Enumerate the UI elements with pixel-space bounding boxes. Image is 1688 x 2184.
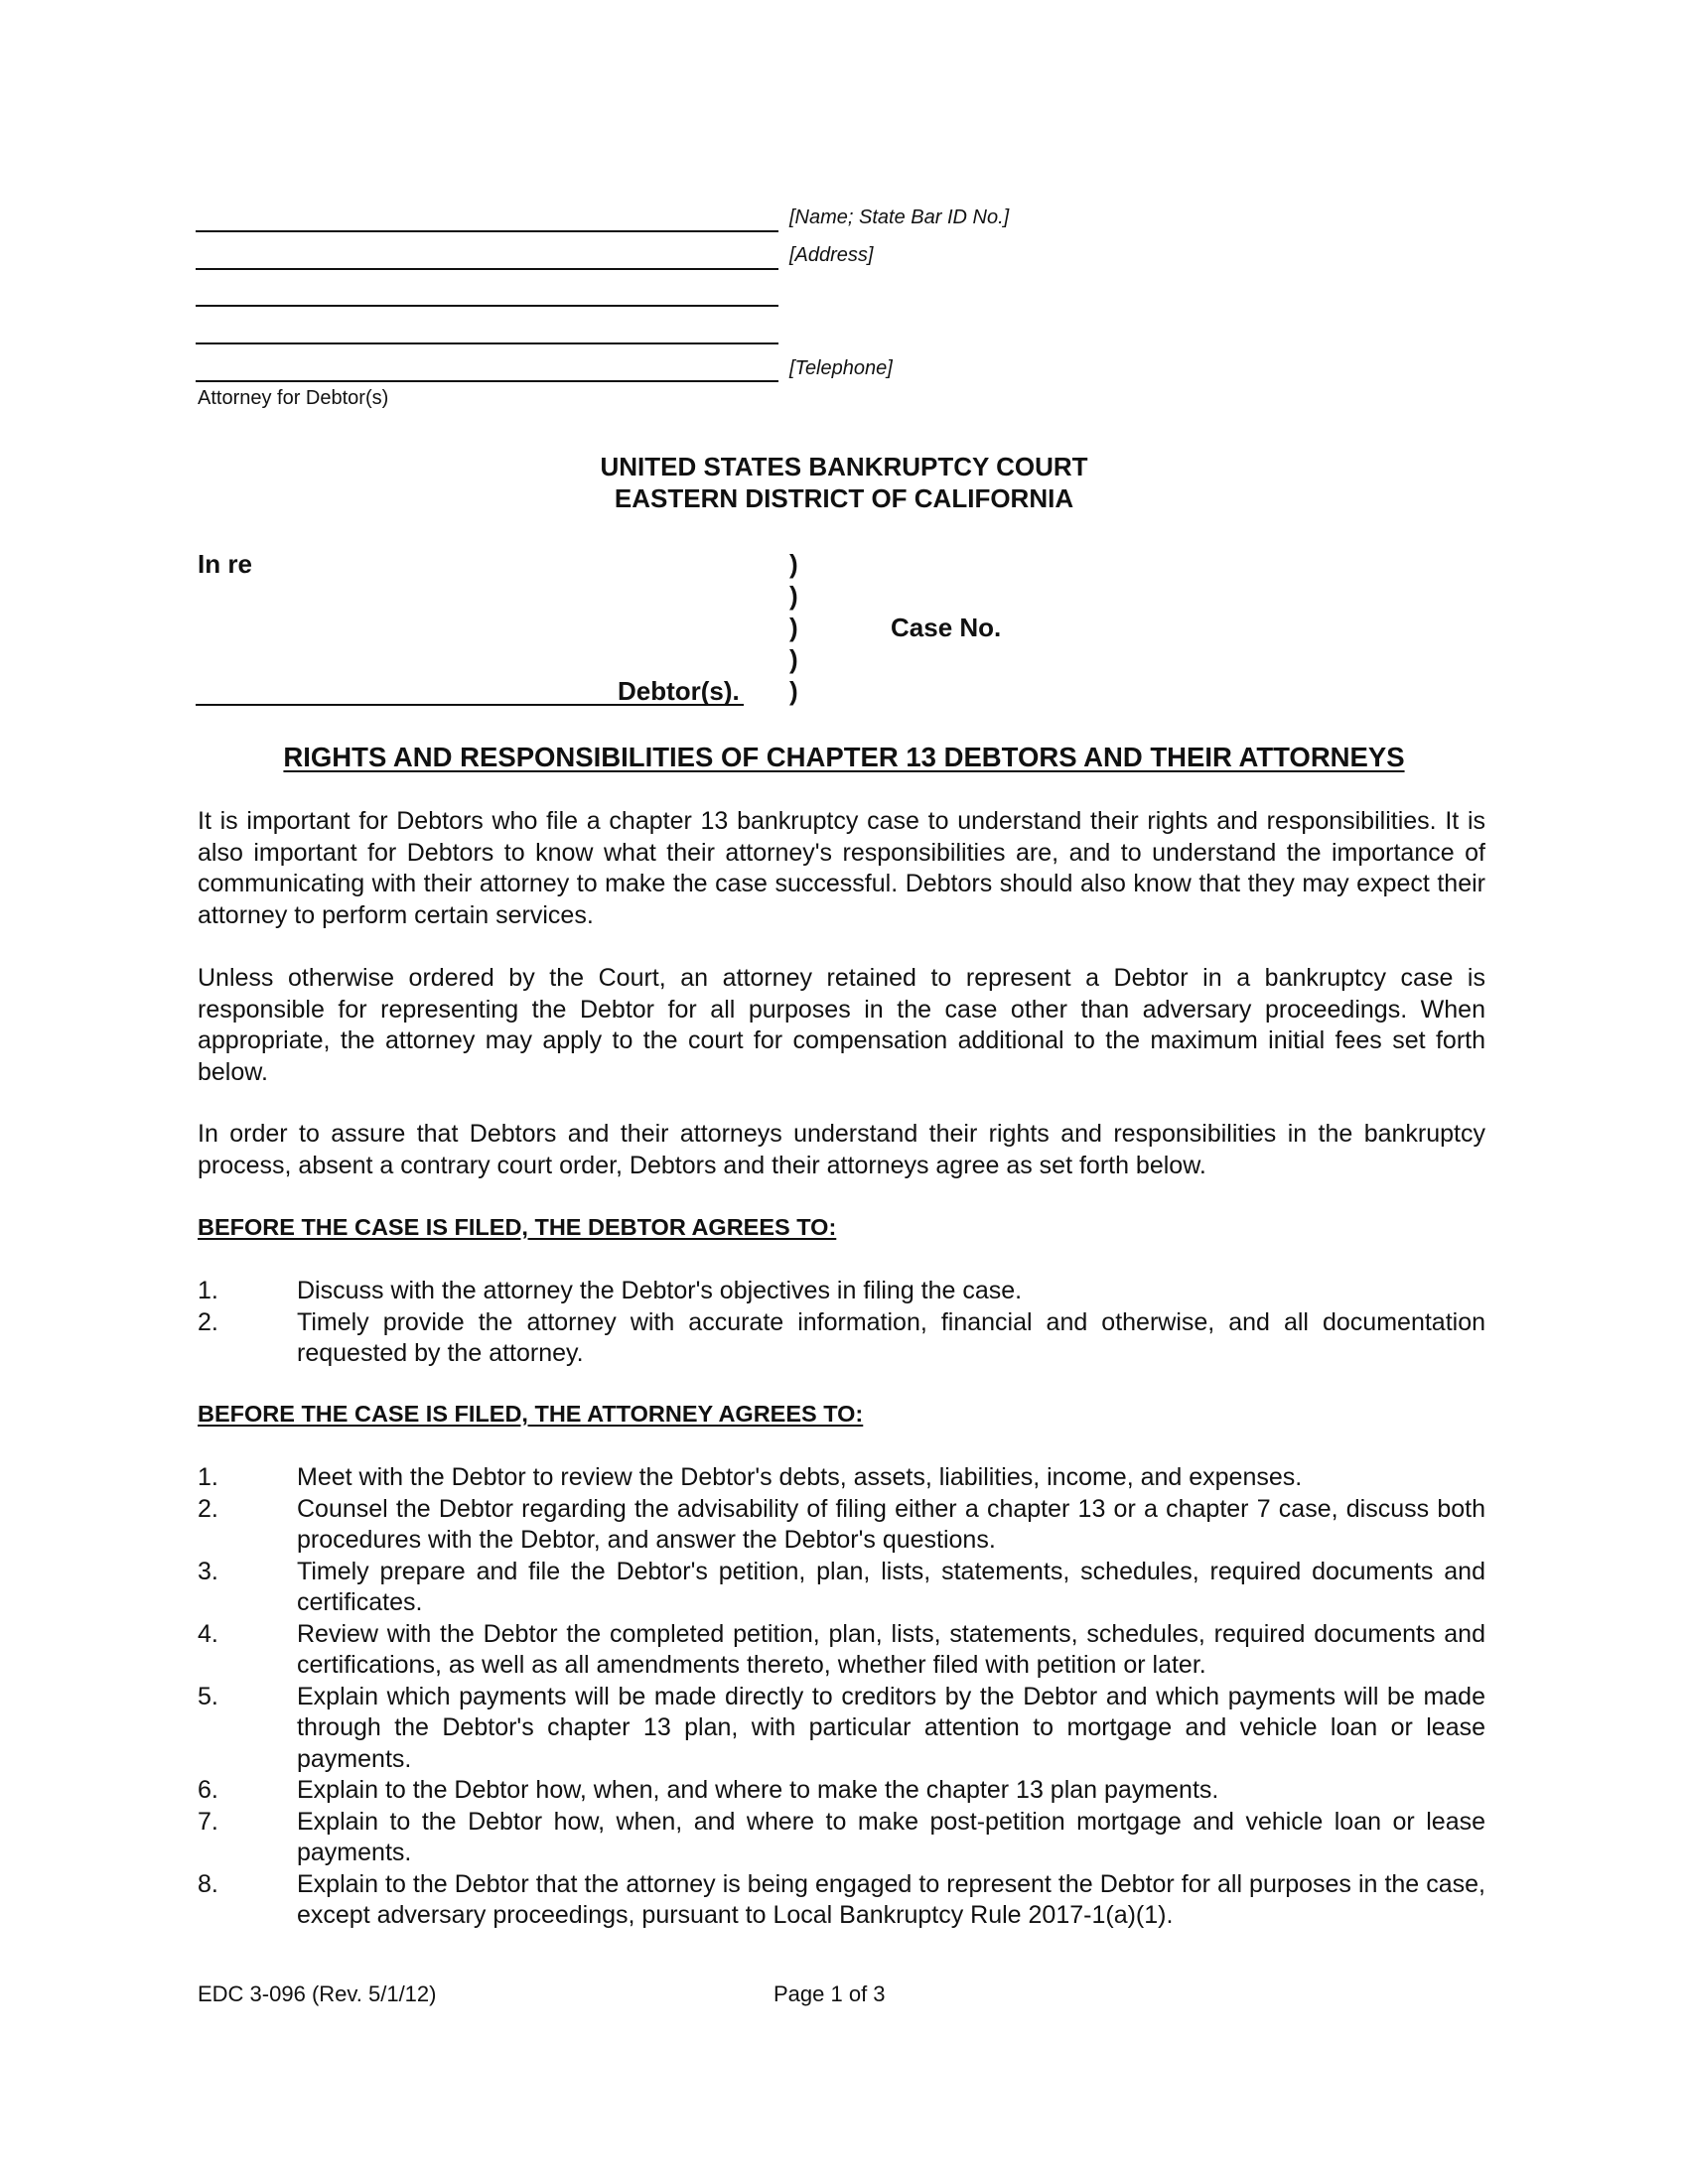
list-item [198, 1307, 1485, 1370]
case-number-label: Case No. [891, 613, 1002, 642]
list-item-number: 7. [198, 1807, 218, 1836]
list-item [198, 1807, 1485, 1869]
caption-paren: ) [789, 644, 798, 674]
list-item-text: Meet with the Debtor to review the Debtor's debts, assets, liabilities, income, and expenses. [297, 1463, 1303, 1491]
document-title: RIGHTS AND RESPONSIBILITIES OF CHAPTER 13 DEBTORS AND THEIR ATTORNEYS [283, 742, 1405, 772]
attorney-for-label: Attorney for Debtor(s) [198, 387, 389, 409]
list-item [198, 1557, 1485, 1619]
list-item [198, 1462, 1485, 1494]
list-item-number: 3. [198, 1557, 218, 1585]
list-item-number: 4. [198, 1619, 218, 1648]
list-item [198, 1494, 1485, 1557]
caption-paren: ) [789, 549, 798, 579]
address-line-3[interactable] [196, 342, 778, 344]
telephone-label: [Telephone] [789, 357, 893, 379]
list-item-text: Explain to the Debtor how, when, and where to make the chapter 13 plan payments. [297, 1776, 1219, 1804]
debtor-section-heading: BEFORE THE CASE IS FILED, THE DEBTOR AGREES TO: [198, 1214, 837, 1240]
debtor-agreement-list [198, 1276, 1485, 1370]
list-item-number: 5. [198, 1682, 218, 1710]
caption-paren: ) [789, 581, 798, 611]
list-item [198, 1619, 1485, 1682]
list-item-number: 1. [198, 1277, 218, 1304]
list-item-text: Timely provide the attorney with accurate information, financial and otherwise, and all documentation requested by the attorney. [297, 1307, 1485, 1367]
name-line[interactable] [196, 230, 778, 232]
list-item-number: 1. [198, 1463, 218, 1491]
caption-paren: ) [789, 676, 798, 706]
list-item [198, 1682, 1485, 1776]
list-item-number: 2. [198, 1307, 218, 1336]
form-id: EDC 3-096 (Rev. 5/1/12) [198, 1981, 437, 2006]
name-label: [Name; State Bar ID No.] [789, 206, 1010, 228]
intro-paragraph: It is important for Debtors who file a chapter 13 bankruptcy case to understand their rights and responsibilities. It is also important for Debtors to know what their attorney's responsibilities are, and to understand the importance of communicating with their attorney to make the case successful. Debtors should also know that they may expect their attorney to perform certain services. [198, 807, 1485, 929]
list-item [198, 1869, 1485, 1932]
list-item-text: Timely prepare and file the Debtor's petition, plan, lists, statements, schedules, required documents and certificates. [297, 1557, 1485, 1616]
list-item-text: Explain which payments will be made directly to creditors by the Debtor and which payments will be made through the Debtor's chapter 13 plan, with particular attention to mortgage and vehicle loan or lease payments. [297, 1682, 1485, 1773]
scope-paragraph: Unless otherwise ordered by the Court, an attorney retained to represent a Debtor in a bankruptcy case is responsible for representing the Debtor for all purposes in the case other than adversary proceedings. When appropriate, the attorney may apply to the court for compensation additional to the maximum initial fees set forth below. [198, 964, 1485, 1086]
address-label: [Address] [789, 244, 874, 266]
list-item [198, 1775, 1485, 1807]
list-item-text: Discuss with the attorney the Debtor's objectives in filing the case. [297, 1277, 1023, 1304]
list-item [198, 1276, 1485, 1307]
court-name: UNITED STATES BANKRUPTCY COURT [600, 452, 1088, 481]
debtors-label: Debtor(s). [618, 676, 740, 706]
list-item-text: Explain to the Debtor that the attorney is being engaged to represent the Debtor for all purposes in the case, except adversary proceedings, pursuant to Local Bankruptcy Rule 2017-1(a)(1). [297, 1869, 1485, 1929]
list-item-text: Counsel the Debtor regarding the advisability of filing either a chapter 13 or a chapter 7 case, discuss both procedures with the Debtor, and answer the Debtor's questions. [297, 1494, 1485, 1554]
list-item-number: 2. [198, 1494, 218, 1523]
address-line-2[interactable] [196, 305, 778, 307]
list-item-number: 6. [198, 1776, 218, 1804]
attorney-agreement-list [198, 1462, 1485, 1932]
telephone-line[interactable] [196, 380, 778, 382]
caption-paren: ) [789, 613, 798, 642]
address-line[interactable] [196, 268, 778, 270]
list-item-text: Explain to the Debtor how, when, and where to make post-petition mortgage and vehicle loan or lease payments. [297, 1807, 1485, 1866]
page-number: Page 1 of 3 [774, 1981, 886, 2006]
court-district: EASTERN DISTRICT OF CALIFORNIA [614, 483, 1074, 513]
attorney-section-heading: BEFORE THE CASE IS FILED, THE ATTORNEY AGREES TO: [198, 1401, 864, 1427]
in-re-label: In re [198, 549, 252, 579]
list-item-number: 8. [198, 1869, 218, 1898]
agreement-paragraph: In order to assure that Debtors and their attorneys understand their rights and responsibilities in the bankruptcy process, absent a contrary court order, Debtors and their attorneys agree as set forth below. [198, 1120, 1485, 1179]
list-item-text: Review with the Debtor the completed petition, plan, lists, statements, schedules, required documents and certifications, as well as all amendments thereto, whether filed with petition or later. [297, 1619, 1485, 1679]
